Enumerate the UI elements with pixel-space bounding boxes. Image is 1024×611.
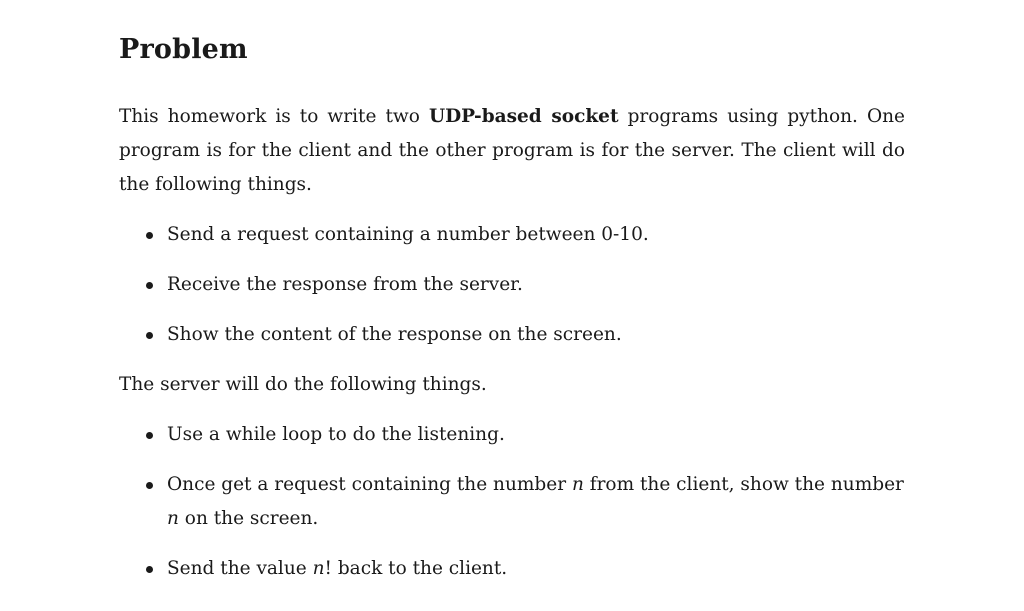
server-intro-paragraph: The server will do the following things.	[119, 374, 487, 395]
bullet-icon	[146, 232, 153, 239]
list-item	[119, 552, 905, 586]
bullet-icon	[146, 566, 153, 573]
list-item	[119, 318, 905, 352]
bullet-icon	[146, 332, 153, 339]
list-item-text	[167, 558, 507, 579]
document-page	[119, 30, 905, 602]
bullet-icon	[146, 282, 153, 289]
text-fragment: Send the value	[167, 558, 313, 579]
text-fragment: from the client, show the number	[583, 474, 904, 495]
intro-text-end: programs using python. One program is for the client and the other program is for the server. The client will do the following things.	[119, 106, 905, 195]
intro-paragraph	[119, 100, 905, 202]
list-item-text: Show the content of the response on the screen.	[167, 324, 622, 345]
intro-text-start: This homework is to write two	[119, 106, 429, 127]
section-heading: Problem	[119, 34, 248, 65]
list-item-text: Use a while loop to do the listening.	[167, 424, 505, 445]
bullet-icon	[146, 432, 153, 439]
intro-bold-text: UDP-based socket	[428, 106, 619, 127]
list-item-text: Send a request containing a number between 0-10.	[167, 224, 649, 245]
server-task-list	[119, 418, 905, 586]
bullet-icon	[146, 482, 153, 489]
text-fragment: ! back to the client.	[324, 558, 508, 579]
math-variable: n	[571, 474, 584, 495]
list-item-text	[167, 474, 904, 529]
list-item	[119, 218, 905, 252]
math-variable: n	[167, 508, 179, 529]
list-item-text: Receive the response from the server.	[167, 274, 523, 295]
list-item	[119, 468, 905, 536]
text-fragment: on the screen.	[178, 508, 319, 529]
client-task-list	[119, 218, 905, 352]
list-item	[119, 268, 905, 302]
list-item	[119, 418, 905, 452]
math-variable: n	[312, 558, 325, 579]
text-fragment: Once get a request containing the number	[167, 474, 572, 495]
